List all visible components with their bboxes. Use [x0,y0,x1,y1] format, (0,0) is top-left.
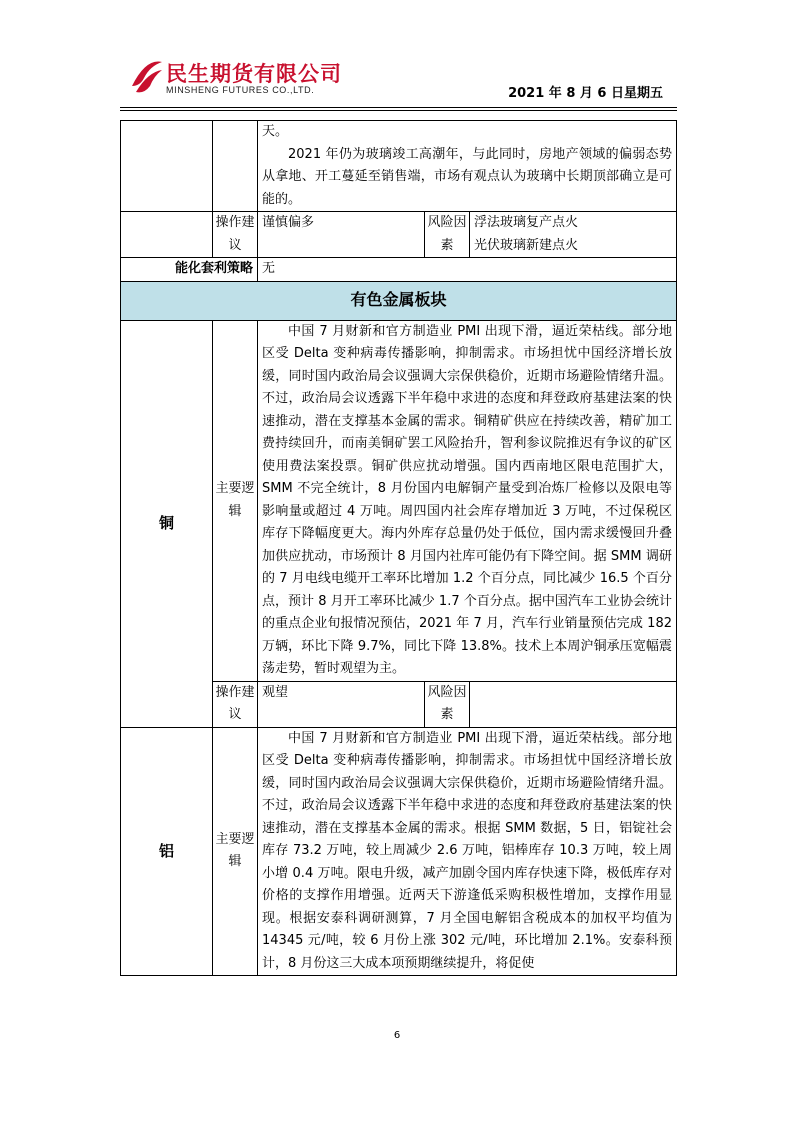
copper-risk-label: 风险因素 [425,681,470,727]
glass-logic-text [258,121,677,212]
copper-op-label: 操作建议 [213,681,258,727]
company-name-cn: 民生期货有限公司 [166,62,342,86]
section-row [121,281,677,320]
arbitrage-label: 能化套利策略 [121,258,258,282]
company-logo [128,56,368,104]
arbitrage-value: 无 [258,258,677,282]
copper-logic-text: 中国 7 月财新和官方制造业 PMI 出现下滑，逼近荣枯线。部分地区受 Delta 变种病毒传播影响，抑制需求。市场担忧中国经济增长放缓，同时国内政治局会议强调大宗保供稳价，近期市场避险情绪升温。不过，政治局会议透露下半年稳中求进的态度和拜登政府基建法案的快速推动，潜在支撑基本金属的需求。铜精矿供应在持续改善，精矿加工费持续回升，而南美铜矿罢工风险抬升，智利参议院推迟有争议的矿区使用费法案投票。铜矿供应扰动增强。国内西南地区限电范围扩大，SMM 不完全统计，8 月份国内电解铜产量受到冶炼厂检修以及限电等影响量或超过 4 万吨。周四国内社会库存增加近 3 万吨，不过保税区库存下降幅度更大。海内外库存总量仍处于低位，国内需求缓慢回升叠加供应扰动，市场预计 8 月国内社库可能仍有下降空间。据 SMM 调研的 7 月电线电缆开工率环比增加 1.2 个百分点，同比减少 16.5 个百分点，预计 8 月开工率环比减少 1.7 个百分点。据中国汽车工业协会统计的重点企业旬报情况预估，2021 年 7 月，汽车行业销量预估完成 182 万辆，环比下降 9.7%，同比下降 13.8%。技术上本周沪铜承压宽幅震荡走势，暂时观望为主。 [258,320,677,681]
copper-logic-row [121,320,677,681]
page-number: 6 [393,1030,401,1041]
glass-name-cell-2 [121,212,213,258]
section-title: 有色金属板块 [121,281,677,320]
glass-name-cell [121,121,213,212]
copper-name: 铜 [121,320,213,727]
risk-value [470,212,677,258]
report-table [120,120,677,976]
risk-label: 风险因素 [425,212,470,258]
glass-logic-row [121,121,677,212]
arbitrage-row [121,258,677,282]
aluminum-logic-text: 中国 7 月财新和官方制造业 PMI 出现下滑，逼近荣枯线。部分地区受 Delta 变种病毒传播影响，抑制需求。市场担忧中国经济增长放缓，同时国内政治局会议强调大宗保供稳价，近期市场避险情绪升温。不过，政治局会议透露下半年稳中求进的态度和拜登政府基建法案的快速推动，潜在支撑基本金属的需求。根据 SMM 数据，5 日，铝锭社会库存 73.2 万吨，较上周减少 2.6 万吨，铝棒库存 10.3 万吨，较上周小增 0.4 万吨。限电升级，减产加剧令国内库存快速下降，极低库存对价格的支撑作用增强。近两天下游逢低采购积极性增加，支撑作用显现。根据安泰科调研测算，7 月全国电解铝含税成本的加权平均值为 14345 元/吨，较 6 月份上涨 302 元/吨，环比增加 2.1%。安泰科预计，8 月份这三大成本项预期继续提升，将促使 [258,727,677,976]
glass-logic-label-cell [213,121,258,212]
glass-op-row [121,212,677,258]
aluminum-logic-row [121,727,677,976]
copper-risk-value [470,681,677,727]
glass-paragraph: 2021 年仍为玻璃竣工高潮年，与此同时，房地产领域的偏弱态势从拿地、开工蔓延至销售端，市场有观点认为玻璃中长期顶部确立是可能的。 [262,146,672,207]
aluminum-name: 铝 [121,727,213,976]
risk-value-1: 浮法玻璃复产点火 [474,215,579,230]
copper-op-value: 观望 [258,681,425,727]
op-value: 谨慎偏多 [258,212,425,258]
company-name-en: MINSHENG FUTURES CO.,LTD. [166,85,315,95]
header-rule [120,107,677,108]
risk-value-2: 光伏玻璃新建点火 [474,237,579,253]
header-rule-thin [120,110,677,111]
op-label: 操作建议 [213,212,258,258]
copper-logic-label: 主要逻辑 [213,320,258,681]
aluminum-logic-label: 主要逻辑 [213,727,258,976]
minsheng-logo-icon [128,56,164,96]
glass-text-tail: 天。 [262,124,289,139]
report-date: 2021 年 8 月 6 日星期五 [508,86,663,101]
